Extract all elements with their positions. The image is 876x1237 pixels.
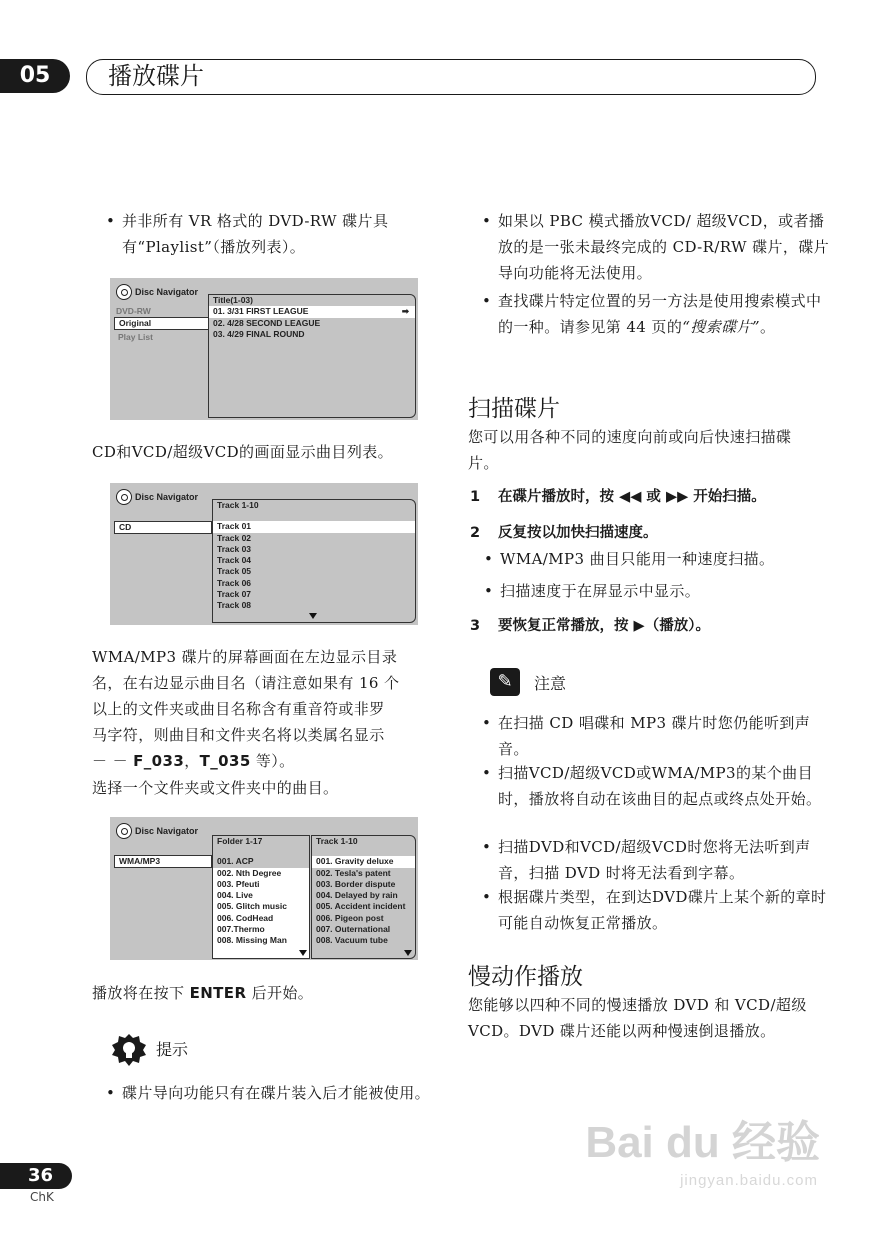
note-bullet: • 在扫描 CD 唱碟和 MP3 碟片时您仍能听到声音。 xyxy=(482,714,811,758)
list-item[interactable]: 006. CodHead xyxy=(217,912,274,923)
list-item[interactable]: Track 07 xyxy=(217,589,252,600)
bullet-text: 并非所有 VR 格式的 DVD-RW 碟片具有“Playlist”（播放列表）。 xyxy=(122,212,389,256)
slow-intro: 您能够以四种不同的慢速播放 DVD 和 VCD/超级 VCD。DVD 碟片还能以两种慢速倒退播放。 xyxy=(468,996,807,1040)
scan-intro: 您可以用各种不同的速度向前或向后快速扫描碟片。 xyxy=(468,428,792,472)
list-item[interactable]: Track 05 xyxy=(217,566,252,577)
paragraph-enter: 播放将在按下 ENTER 后开始。 xyxy=(92,984,314,1002)
list-item[interactable]: 006. Pigeon post xyxy=(316,912,384,923)
list-header: Title(1-03) xyxy=(213,295,253,305)
screen-title: Disc Navigator xyxy=(116,284,198,300)
scroll-down-icon[interactable] xyxy=(404,950,412,956)
disc-navigator-screen-dvd xyxy=(110,278,418,420)
list-item[interactable]: 007.Thermo xyxy=(217,924,265,935)
list-item[interactable]: 004. Live xyxy=(217,890,253,901)
pencil-icon: ✎ xyxy=(490,668,520,696)
list-item[interactable]: 01. 3/31 FIRST LEAGUE ➡ xyxy=(209,306,415,317)
list-item[interactable]: 003. Border dispute xyxy=(316,878,396,889)
list-item[interactable]: 03. 4/29 FINAL ROUND xyxy=(213,328,305,339)
disc-icon xyxy=(116,284,132,300)
paragraph-select-folder: 选择一个文件夹或文件夹中的曲目。 xyxy=(92,779,339,797)
chapter-title: 播放碟片 xyxy=(108,62,204,90)
note-bullet: • 根据碟片类型，在到达DVD碟片上某个新的章时可能自动恢复正常播放。 xyxy=(482,888,827,932)
list-header: Folder 1-17 xyxy=(213,836,309,847)
step-2: 2 反复按以加快扫描速度。 xyxy=(470,525,658,541)
side-item-playlist[interactable]: Play List xyxy=(118,332,153,342)
paragraph-cd-vcd: CD和VCD/超级VCD的画面显示曲目列表。 xyxy=(92,443,394,461)
track-list-panel xyxy=(212,499,416,623)
list-item[interactable]: 005. Accident incident xyxy=(316,901,406,912)
list-item[interactable]: 005. Glitch music xyxy=(217,901,287,912)
screen-title: Disc Navigator xyxy=(116,823,198,839)
step-2-bullet: • WMA/MP3 曲目只能用一种速度扫描。 xyxy=(484,550,775,568)
step-3: 3 要恢复正常播放，按 ▶（播放）。 xyxy=(470,618,710,634)
section-heading-scan: 扫描碟片 xyxy=(468,396,560,422)
list-item[interactable]: 007. Outernational xyxy=(316,924,391,935)
bullet-pbc-mode: • 如果以 PBC 模式播放VCD/ 超级VCD，或者播放的是一张未最终完成的 CD-R/RW 碟片，碟片导向功能将无法使用。 xyxy=(482,212,830,282)
section-heading-slow: 慢动作播放 xyxy=(468,964,583,990)
side-item-wma-mp3[interactable]: WMA/MP3 xyxy=(114,855,212,868)
screen-title: Disc Navigator xyxy=(116,489,198,505)
list-header: Track 1-10 xyxy=(217,500,259,510)
step-1: 1 在碟片播放时，按 ◀◀ 或 ▶▶ 开始扫描。 xyxy=(470,489,766,505)
title-list-panel xyxy=(208,294,416,418)
bullet-search-mode: • 查找碟片特定位置的另一方法是使用搜索模式中的一种。请参见第 44 页的“搜索碟片”。 xyxy=(482,292,822,336)
disc-navigator-screen-cd xyxy=(110,483,418,625)
list-item[interactable]: 008. Vacuum tube xyxy=(316,935,388,946)
side-item-original[interactable]: Original xyxy=(114,317,212,330)
track-list-panel xyxy=(311,835,416,959)
list-item[interactable]: Track 02 xyxy=(217,532,252,543)
right-arrow-icon: ➡ xyxy=(401,306,409,317)
list-item[interactable]: Track 01 xyxy=(213,521,415,532)
tip-heading: 提示 xyxy=(156,1040,189,1059)
disc-navigator-screen-wma xyxy=(110,817,418,960)
side-item-cd[interactable]: CD xyxy=(114,521,212,534)
watermark-logo: Bai du 经验 xyxy=(585,1118,820,1167)
list-item[interactable]: 004. Delayed by rain xyxy=(316,890,398,901)
language-code: ChK xyxy=(30,1190,54,1204)
paragraph-wma-mp3: WMA/MP3 碟片的屏幕画面在左边显示目录 名，在右边显示曲目名（请注意如果有 16 个 以上的文件夹或曲目名称含有重音符或非罗 马字符，则曲目和文件夹名将以类属名显示 － － F_033，T_035 等）。 xyxy=(92,648,400,770)
lightbulb-icon xyxy=(112,1034,146,1066)
note-bullet: • 扫描DVD和VCD/超级VCD时您将无法听到声音，扫描 DVD 时将无法看到字幕。 xyxy=(482,838,811,882)
note-bullet: • 扫描VCD/超级VCD或WMA/MP3的某个曲目时，播放将自动在该曲目的起点或终点处开始。 xyxy=(482,764,822,808)
list-item[interactable]: Track 04 xyxy=(217,555,252,566)
watermark-url: jingyan.baidu.com xyxy=(680,1172,818,1189)
list-item[interactable]: 002. Nth Degree xyxy=(217,867,282,878)
bullet-vr-playlist: • 并非所有 VR 格式的 DVD-RW 碟片具有“Playlist”（播放列表）。 xyxy=(106,212,389,256)
scroll-down-icon[interactable] xyxy=(309,613,317,619)
scroll-down-icon[interactable] xyxy=(299,950,307,956)
chapter-number-badge: 05 xyxy=(0,59,70,93)
step-2-bullet: • 扫描速度于在屏显示中显示。 xyxy=(484,582,701,600)
list-item[interactable]: Track 08 xyxy=(217,600,252,611)
disc-icon xyxy=(116,823,132,839)
list-item[interactable]: Track 06 xyxy=(217,577,252,588)
folder-list-panel xyxy=(212,835,310,959)
list-item[interactable]: 001. ACP xyxy=(213,856,309,867)
list-item[interactable]: 001. Gravity deluxe xyxy=(312,856,415,867)
disc-icon xyxy=(116,489,132,505)
tip-bullet: • 碟片导向功能只有在碟片装入后才能被使用。 xyxy=(106,1084,431,1102)
page-number: 36 xyxy=(0,1163,72,1189)
list-item[interactable]: 003. Pfeuti xyxy=(217,878,260,889)
list-item[interactable]: 008. Missing Man xyxy=(217,935,287,946)
list-item[interactable]: 002. Tesla's patent xyxy=(316,867,391,878)
list-header: Track 1-10 xyxy=(316,836,358,846)
note-heading: 注意 xyxy=(534,674,567,693)
list-item[interactable]: Track 03 xyxy=(217,543,252,554)
list-item[interactable]: 02. 4/28 SECOND LEAGUE xyxy=(213,317,321,328)
side-label: DVD-RW xyxy=(116,306,151,316)
